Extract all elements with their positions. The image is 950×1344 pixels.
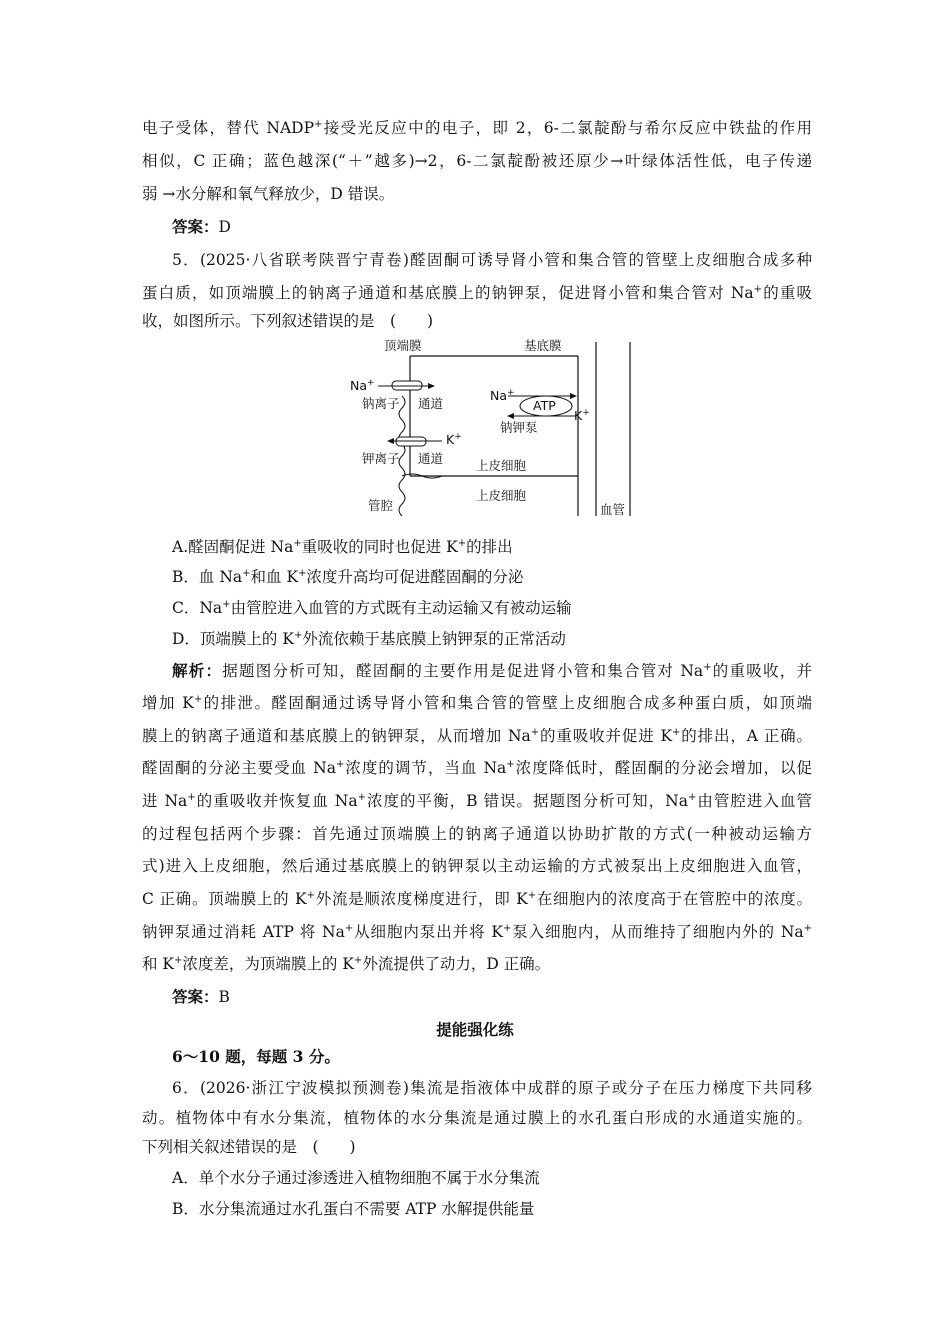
na-channel-label: 钠离子	[362, 396, 400, 411]
option-5A: A.醛固酮促进 Na+重吸收的同时也促进 K+的排出	[172, 538, 513, 556]
scoring-note: 6～10 题，每题 3 分。	[172, 1047, 340, 1066]
option-6A: A．单个水分子通过渗透进入植物细胞不属于水分集流	[172, 1169, 540, 1187]
epi-label-1: 上皮细胞	[476, 458, 527, 473]
analysis-line-9: 钠钾泵通过消耗 ATP 将 Na+从细胞内泵出并将 K+泵入细胞内，从而维持了细胞内外的 Na+	[142, 923, 813, 941]
atp-label: ATP	[533, 398, 556, 413]
analysis-line-6: 的过程包括两个步骤：首先通过顶端膜上的钠离子通道以协助扩散的方式(一种被动运输方	[142, 825, 812, 843]
analysis-line-4: 醛固酮的分泌主要受血 Na+浓度的调节，当血 Na+浓度降低时，醛固酮的分泌会增加，以促	[142, 759, 812, 777]
analysis-line-2: 增加 K+的排泄。醛固酮通过诱导肾小管和集合管的管壁上皮细胞合成多种蛋白质，如顶端	[142, 694, 812, 712]
na-left-label: Na+	[350, 378, 375, 393]
q5-line-1: 5．(2025·八省联考陕晋宁青卷)醛固酮可诱导肾小管和集合管的管壁上皮细胞合成多种	[172, 251, 812, 269]
analysis-line-8: C 正确。顶端膜上的 K+外流是顺浓度梯度进行，即 K+在细胞内的浓度高于在管腔中的浓度。	[142, 890, 812, 908]
lumen-label: 管腔	[368, 498, 394, 513]
option-6B: B．水分集流通过水孔蛋白不需要 ATP 水解提供能量	[172, 1200, 535, 1218]
kidney-tubule-diagram	[338, 336, 638, 522]
na-channel-word: 通道	[418, 396, 444, 411]
pump-label: 钠钾泵	[500, 420, 538, 435]
q6-line-3: 下列相关叙述错误的是 ( )	[142, 1138, 356, 1156]
lumen-wave	[399, 396, 405, 516]
intro-line-2: 相似，C 正确；蓝色越深(“＋”越多)→2，6-二氯靛酚被还原少→叶绿体活性低，电子传递	[142, 152, 812, 170]
q5-line-2: 蛋白质，如顶端膜上的钠离子通道和基底膜上的钠钾泵，促进肾小管和集合管对 Na+的重吸	[142, 284, 812, 302]
k-channel-word: 通道	[418, 451, 444, 466]
k-right-label: K+	[574, 408, 590, 423]
intro-line-1: 电子受体，替代 NADP+接受光反应中的电子，即 2，6-二氯靛酚与希尔反应中铁盐的作用	[142, 119, 812, 137]
intro-line-3: 弱 →水分解和氧气释放少，D 错误。	[142, 185, 395, 203]
k-left-label: K+	[446, 432, 462, 447]
analysis-line-3: 膜上的钠离子通道和基底膜上的钠钾泵，从而增加 Na+的重吸收并促进 K+的排出，A 正确。	[142, 727, 813, 745]
analysis-line-10: 和 K+浓度差，为顶端膜上的 K+外流提供了动力，D 正确。	[142, 955, 551, 973]
k-channel-label: 钾离子	[362, 451, 400, 466]
q5-answer: 答案：B	[172, 987, 230, 1006]
epi-label-2: 上皮细胞	[476, 488, 527, 503]
q5-line-3: 收，如图所示。下列叙述错误的是 ( )	[142, 312, 434, 330]
option-5D: D．顶端膜上的 K+外流依赖于基底膜上钠钾泵的正常活动	[172, 630, 566, 648]
na-right-label: Na+	[490, 388, 515, 403]
q6-line-1: 6．(2026·浙江宁波模拟预测卷)集流是指液体中成群的原子或分子在压力梯度下共同移	[172, 1079, 812, 1097]
option-5B: B．血 Na+和血 K+浓度升高均可促进醛固酮的分泌	[172, 568, 524, 586]
basal-label: 基底膜	[524, 338, 562, 353]
analysis-line-5: 进 Na+的重吸收并恢复血 Na+浓度的平衡，B 错误。据题图分析可知，Na+由管腔进入血管	[142, 792, 812, 810]
option-5C: C．Na+由管腔进入血管的方式既有主动运输又有被动运输	[172, 599, 572, 617]
vessel-label: 血管	[600, 502, 626, 517]
q4-answer: 答案：D	[172, 217, 231, 236]
analysis-line-7: 式)进入上皮细胞，然后通过基底膜上的钠钾泵以主动运输的方式被泵出上皮细胞进入血管，	[142, 857, 812, 875]
apical-label: 顶端膜	[384, 338, 422, 353]
section-title: 提能强化练	[436, 1020, 514, 1039]
q6-line-2: 动。植物体中有水分集流，植物体的水分集流是通过膜上的水孔蛋白形成的水通道实施的。	[142, 1109, 812, 1127]
analysis-line-1: 解析：据题图分析可知，醛固酮的主要作用是促进肾小管和集合管对 Na+的重吸收，并	[172, 661, 812, 680]
